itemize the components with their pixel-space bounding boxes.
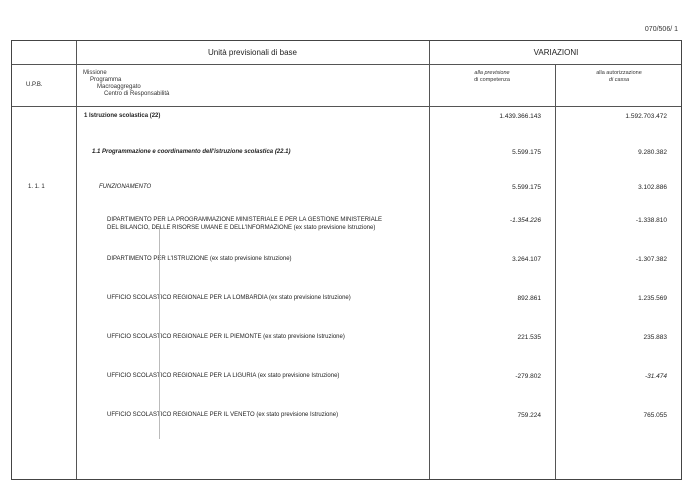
row-usr-veneto-cassa: 765.055: [643, 412, 667, 419]
row-funzionamento-upb: 1. 1. 1: [28, 184, 45, 190]
row-funzionamento-cassa: 3.102.886: [638, 184, 667, 191]
row-programma-competenza: 5.599.175: [512, 149, 541, 156]
cassa-header: alla autorizzazione di cassa: [596, 70, 642, 83]
hierarchy-centro-responsabilita: Centro di Responsabilità: [104, 91, 170, 97]
row-funzionamento-competenza: 5.599.175: [512, 184, 541, 191]
budget-table: [11, 40, 682, 480]
row-dip-istruzione-cassa: -1.307.382: [635, 256, 667, 263]
row-programma-label: 1.1 Programmazione e coordinamento dell'istruzione scolastica (22.1): [92, 149, 291, 155]
row-usr-veneto-label: UFFICIO SCOLASTICO REGIONALE PER IL VENETO (ex stato previsione Istruzione): [107, 412, 339, 418]
row-dip-istruzione-label: DIPARTIMENTO PER L'ISTRUZIONE (ex stato previsione Istruzione): [107, 256, 292, 262]
row-missione-competenza: 1.439.366.143: [499, 113, 541, 120]
row-funzionamento-label: FUNZIONAMENTO: [99, 184, 152, 190]
row-usr-piemonte-competenza: 221.535: [517, 334, 541, 341]
page-number: 070/506/ 1: [644, 26, 678, 33]
upb-label: U.P.B.: [26, 82, 43, 88]
row-usr-liguria-competenza: -279.802: [515, 373, 541, 380]
competenza-cassa-divider: [555, 64, 556, 479]
variazioni-title: VARIAZIONI: [533, 48, 579, 57]
row-missione-label: 1 Istruzione scolastica (22): [84, 113, 161, 119]
row-dip-programmazione-label: DIPARTIMENTO PER LA PROGRAMMAZIONE MINISTERIALE E PER LA GESTIONE MINISTERIALE DEL BILANCIO, DELLE RISORSE UMANE E DELL'INFORMAZIONE (ex stato previsione Istruzione): [107, 217, 383, 231]
subheader-rule: [12, 106, 681, 107]
unita-previsionali-title: Unità previsionali di base: [208, 48, 297, 57]
row-usr-veneto-competenza: 759.224: [517, 412, 541, 419]
row-usr-lombardia-cassa: 1.235.569: [638, 295, 667, 302]
row-usr-piemonte-cassa: 235.883: [643, 334, 667, 341]
row-dip-programmazione-cassa: -1.338.810: [635, 217, 667, 224]
row-usr-liguria-cassa: -31.474: [644, 373, 667, 380]
row-dip-programmazione-competenza: -1.354.226: [509, 217, 541, 224]
hierarchy-legend: [83, 70, 169, 98]
hierarchy-programma: Programma: [90, 77, 122, 83]
scan-artifact-line: [159, 226, 160, 439]
row-dip-istruzione-competenza: 3.264.107: [512, 256, 541, 263]
hierarchy-missione: Missione: [83, 70, 107, 76]
row-programma-cassa: 9.280.382: [638, 149, 667, 156]
competenza-header: alla previsione di competenza: [474, 70, 510, 83]
row-usr-piemonte-label: UFFICIO SCOLASTICO REGIONALE PER IL PIEMONTE (ex stato previsione Istruzione): [107, 334, 345, 340]
header-rule: [12, 64, 681, 65]
row-usr-lombardia-label: UFFICIO SCOLASTICO REGIONALE PER LA LOMBARDIA (ex stato previsione Istruzione): [107, 295, 351, 301]
row-missione-cassa: 1.592.703.472: [625, 113, 667, 120]
hierarchy-macroaggregato: Macroaggregato: [97, 84, 141, 90]
row-usr-liguria-label: UFFICIO SCOLASTICO REGIONALE PER LA LIGURIA (ex stato previsione Istruzione): [107, 373, 340, 379]
row-usr-lombardia-competenza: 892.861: [517, 295, 541, 302]
